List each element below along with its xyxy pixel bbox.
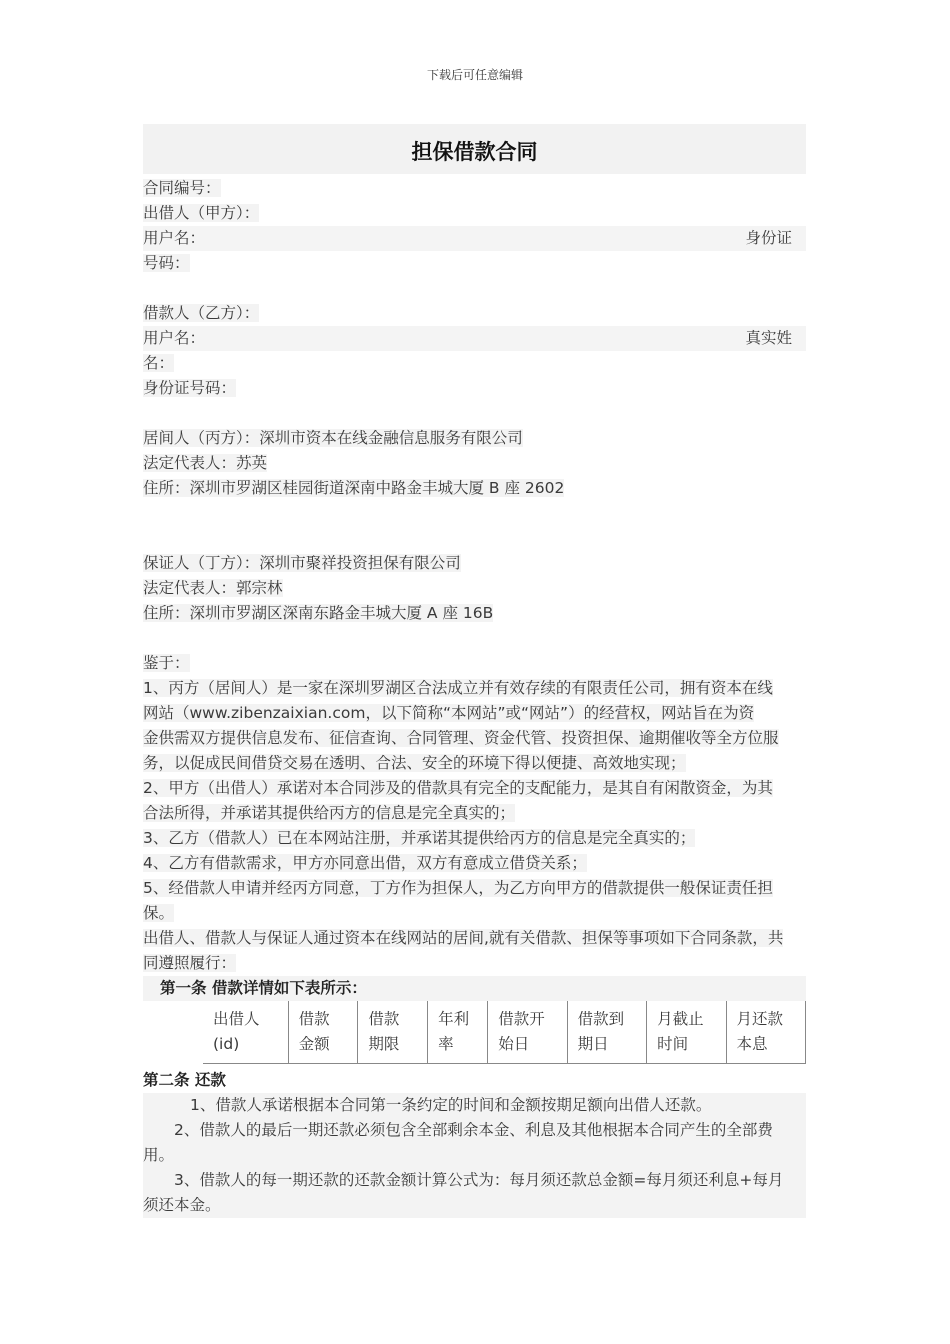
table-header-cell: 月还款 本息 <box>726 1001 805 1064</box>
broker-rep-line <box>143 451 806 476</box>
broker-addr-line <box>143 476 806 501</box>
recitals-heading: 鉴于： <box>143 654 190 672</box>
recital-2 <box>143 776 806 826</box>
page-header: 下载后可任意编辑 <box>426 68 523 82</box>
broker-addr-text: 住所：深圳市罗湖区桂园街道深南中路金丰城大厦 B 座 2602 <box>143 479 565 497</box>
recital-5-line-1: 5、经借款人申请并经丙方同意，丁方作为担保人，为乙方向甲方的借款提供一般保证责任担 <box>143 879 773 897</box>
borrower-line <box>143 301 806 326</box>
recital-1 <box>143 676 806 776</box>
table-header-cell: 出借人 (id) <box>203 1001 288 1064</box>
table-header-cell: 月截止 时间 <box>647 1001 726 1064</box>
guarantor-addr-line <box>143 601 806 626</box>
table-header-cell: 年利 率 <box>428 1001 488 1064</box>
recital-4-text: 4、乙方有借款需求，甲方亦同意出借，双方有意成立借贷关系； <box>143 854 587 872</box>
recital-2-line-2: 合法所得，并承诺其提供给丙方的信息是完全真实的； <box>143 804 516 822</box>
table-header-row <box>203 1001 806 1064</box>
article-2-clause-3-line-2: 须还本金。 <box>143 1196 221 1214</box>
recital-5-line-2: 保。 <box>143 904 175 922</box>
guarantor-rep-text: 法定代表人：郭宗林 <box>143 579 283 597</box>
recital-6-line-2: 同遵照履行： <box>143 954 237 972</box>
lender-user-line <box>143 226 806 251</box>
recital-1-line-1: 1、丙方（居间人）是一家在深圳罗湖区合法成立并有效存续的有限责任公司，拥有资本在线 <box>143 679 773 697</box>
article-2-body <box>143 1093 806 1218</box>
recital-6 <box>143 926 806 976</box>
article-2-clause-2-line-1: 2、借款人的最后一期还款必须包含全部剩余本金、利息及其他根据本合同产生的全部费 <box>174 1121 773 1139</box>
article-2-clause-3-line-1: 3、借款人的每一期还款的还款金额计算公式为：每月须还款总金额=每月须还利息+每月 <box>174 1171 784 1189</box>
article-1-heading: 第一条 借款详情如下表所示： <box>143 976 806 1001</box>
table-header-cell: 借款 金额 <box>288 1001 358 1064</box>
borrower-user-label: 用户名： <box>143 329 206 347</box>
borrower-name-line <box>143 351 806 376</box>
guarantor-line <box>143 551 806 576</box>
recital-1-line-4: 务，以促成民间借贷交易在透明、合法、安全的环境下得以便捷、高效地实现； <box>143 754 686 772</box>
guarantor-rep-line <box>143 576 806 601</box>
recitals-heading-line <box>143 651 806 676</box>
lender-id-label-a: 身份证 <box>745 229 792 247</box>
lender-id-line <box>143 251 806 276</box>
contract-no-label: 合同编号： <box>143 179 221 197</box>
lender-id-label-b: 号码： <box>143 254 190 272</box>
guarantor-text: 保证人（丁方）：深圳市聚祥投资担保有限公司 <box>143 554 461 572</box>
borrower-id-line <box>143 376 806 401</box>
recital-1-line-2: 网站（www.zibenzaixian.com，以下简称“本网站”或“网站”）的经营权，网站旨在为资 <box>143 704 755 722</box>
borrower-name-label-b: 名： <box>143 354 175 372</box>
contract-no-line <box>143 176 806 201</box>
recital-6-line-1: 出借人、借款人与保证人通过资本在线网站的居间,就有关借款、担保等事项如下合同条款，共 <box>143 929 784 947</box>
article-2-heading: 第二条 还款 <box>143 1071 226 1089</box>
recital-2-line-1: 2、甲方（出借人）承诺对本合同涉及的借款具有完全的支配能力，是其自有闲散资金，为其 <box>143 779 773 797</box>
contract-body <box>143 176 806 1218</box>
table-header-cell: 借款 期限 <box>358 1001 428 1064</box>
lender-line <box>143 201 806 226</box>
borrower-id-label: 身份证号码： <box>143 379 237 397</box>
lender-label: 出借人（甲方）： <box>143 204 260 222</box>
recital-4 <box>143 851 806 876</box>
recital-3 <box>143 826 806 851</box>
borrower-label: 借款人（乙方）： <box>143 304 260 322</box>
recital-5 <box>143 876 806 926</box>
document-title: 担保借款合同 <box>411 140 538 164</box>
loan-details-table <box>203 1001 806 1064</box>
recital-3-text: 3、乙方（借款人）已在本网站注册，并承诺其提供给丙方的信息是完全真实的； <box>143 829 696 847</box>
borrower-user-line <box>143 326 806 351</box>
lender-user-label: 用户名： <box>143 229 206 247</box>
recital-1-line-3: 金供需双方提供信息发布、征信查询、合同管理、资金代管、投资担保、逾期催收等全方位服 <box>143 729 779 747</box>
borrower-name-label-a: 真实姓 <box>745 329 792 347</box>
table-header-cell: 借款到 期日 <box>567 1001 646 1064</box>
broker-rep-text: 法定代表人：苏英 <box>143 454 268 472</box>
broker-line <box>143 426 806 451</box>
guarantor-addr-text: 住所：深圳市罗湖区深南东路金丰城大厦 A 座 16B <box>143 604 494 622</box>
broker-text: 居间人（丙方）：深圳市资本在线金融信息服务有限公司 <box>143 429 523 447</box>
article-2-clause-1: 1、借款人承诺根据本合同第一条约定的时间和金额按期足额向出借人还款。 <box>190 1096 712 1114</box>
article-2-clause-2-line-2: 用。 <box>143 1146 175 1164</box>
table-header-cell: 借款开 始日 <box>488 1001 567 1064</box>
